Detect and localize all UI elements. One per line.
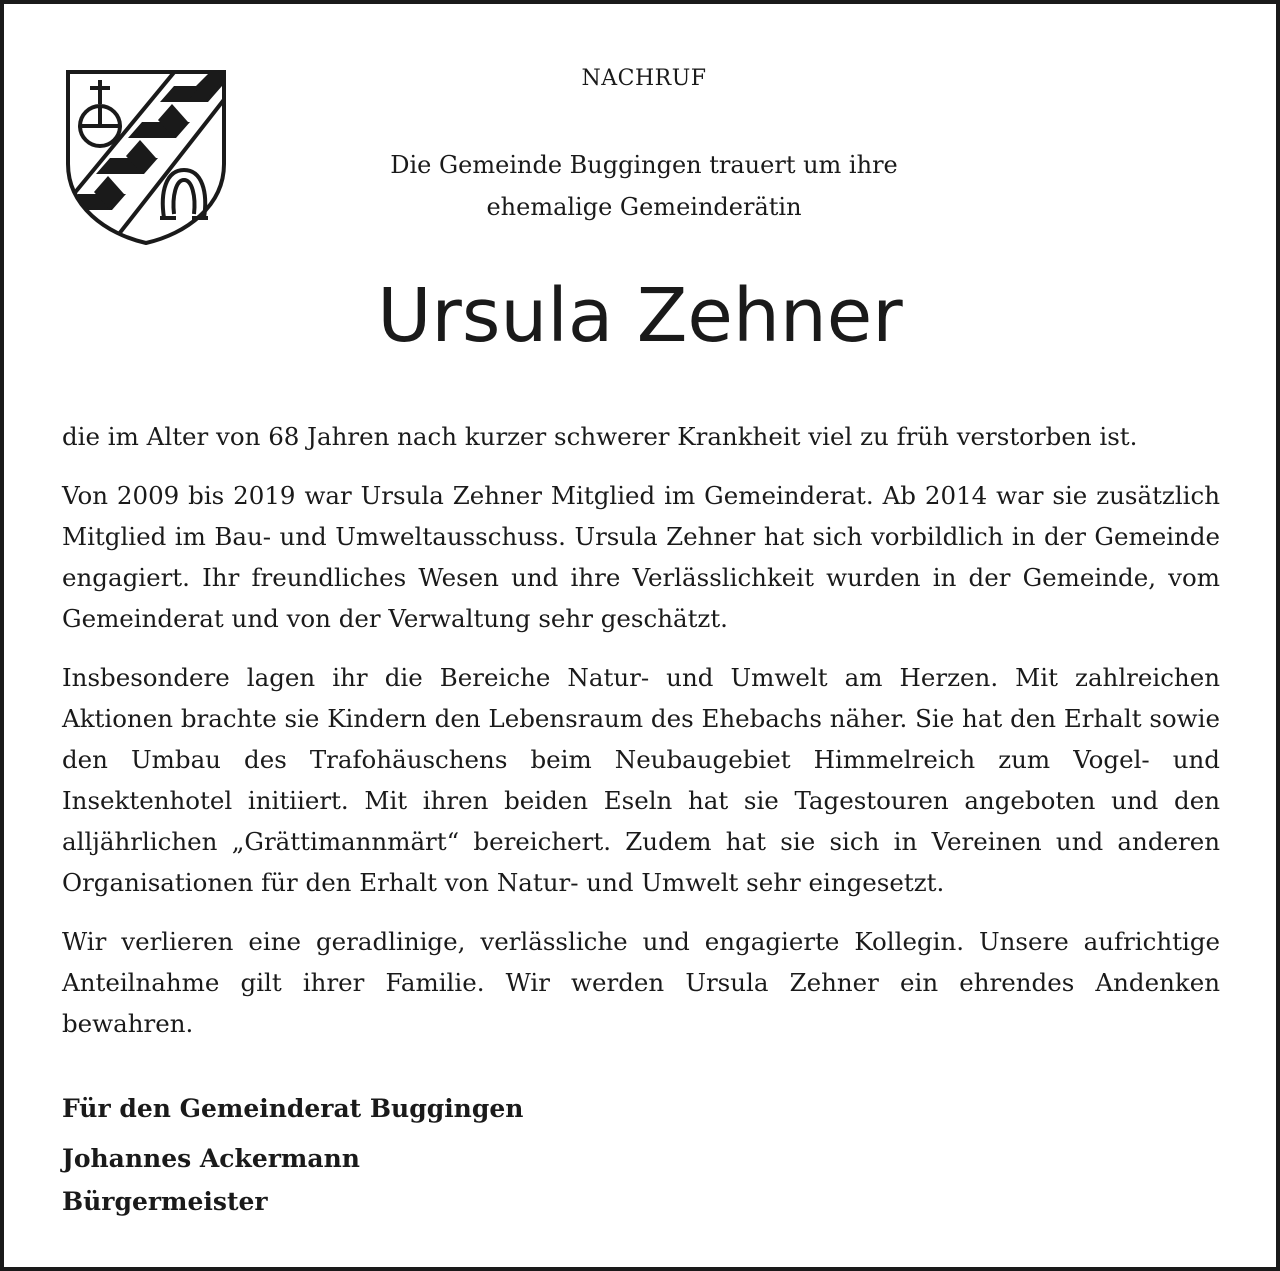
intro-line-2: ehemalige Gemeinderätin — [486, 193, 802, 221]
notice-kicker: NACHRUF — [581, 66, 707, 91]
body-paragraph-1: die im Alter von 68 Jahren nach kurzer schwerer Krankheit viel zu früh verstorben ist. — [62, 422, 1138, 451]
intro-line-1: Die Gemeinde Buggingen trauert um ihre — [390, 151, 898, 179]
deceased-name: Ursula Zehner — [377, 273, 903, 359]
coat-of-arms-icon — [64, 68, 228, 246]
body-paragraph-2: Von 2009 bis 2019 war Ursula Zehner Mitglied im Gemeinderat. Ab 2014 war sie zusätzlich Mitglied im Bau- und Umweltausschuss. Ursula Zehner hat sich vorbildlich in der Gemeinde engagiert. Ihr freundliches Wesen und ihre Verlässlichkeit wurden in der Gemeinde, vom Gemeinderat und von der Verwaltung sehr geschätzt. — [62, 481, 1220, 633]
signature-on-behalf: Für den Gemeinderat Buggingen — [62, 1094, 524, 1123]
signature-block — [62, 1086, 762, 1222]
body-paragraph-4: Wir verlieren eine geradlinige, verlässliche und engagierte Kollegin. Unsere aufrichtige Anteilnahme gilt ihrer Familie. Wir werden Ursula Zehner ein ehrendes Andenken bewahren. — [62, 927, 1220, 1038]
intro-text — [244, 144, 1044, 228]
signature-role: Bürgermeister — [62, 1187, 268, 1216]
obituary-body — [62, 416, 1220, 1062]
signature-signer: Johannes Ackermann — [62, 1144, 360, 1173]
body-paragraph-3: Insbesondere lagen ihr die Bereiche Natur- und Umwelt am Herzen. Mit zahlreichen Aktionen brachte sie Kindern den Lebensraum des Ehebachs näher. Sie hat den Erhalt sowie den Umbau des Trafohäuschens beim Neubaugebiet Himmelreich zum Vogel- und Insektenhotel initiiert. Mit ihren beiden Eseln hat sie Tagestouren angeboten und den alljährlichen „Grättimannmärt“ bereichert. Zudem hat sie sich in Vereinen und anderen Organisationen für den Erhalt von Natur- und Umwelt sehr eingesetzt. — [62, 663, 1220, 897]
